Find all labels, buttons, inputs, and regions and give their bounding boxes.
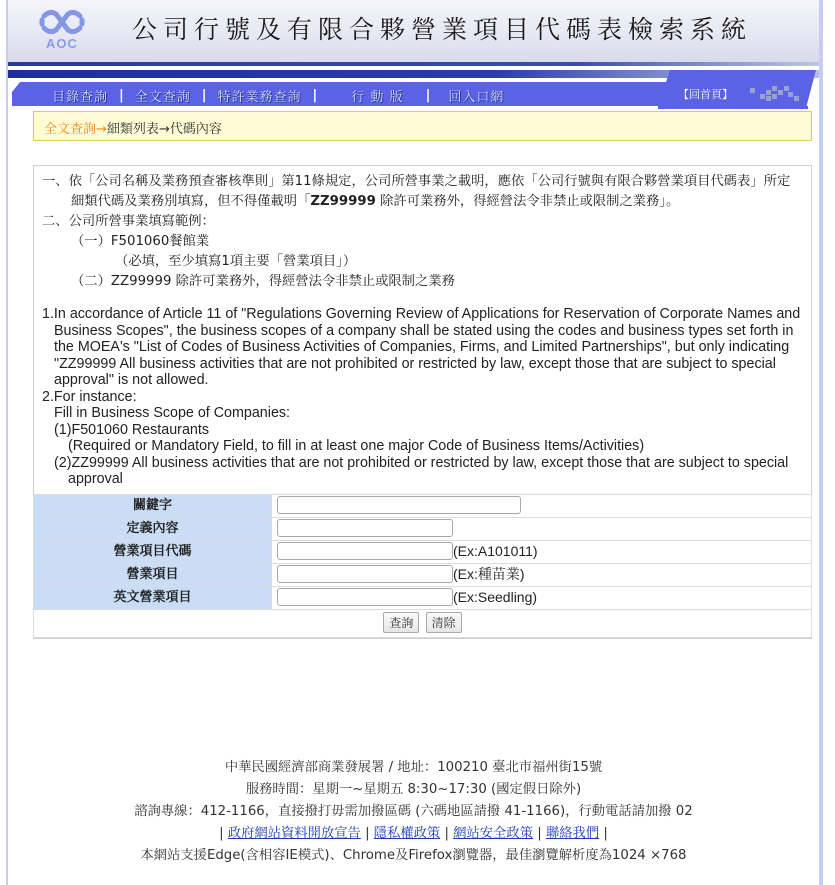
footer-browser-support: 本網站支援Edge(含相容IE模式)、Chrome及Firefox瀏覽器，最佳瀏覽解析度為1024 ×768 bbox=[140, 848, 687, 863]
form-row bbox=[34, 517, 812, 540]
form-row bbox=[34, 540, 812, 563]
example-1: （一）F501060餐館業 bbox=[71, 234, 210, 249]
en-example-1: (1)F501060 Restaurants bbox=[54, 421, 209, 438]
breadcrumb-arrow: → bbox=[158, 122, 170, 137]
english-business-item-hint: (Ex:Seedling) bbox=[453, 589, 538, 606]
nav-item-catalog-search[interactable]: 目錄查詢 bbox=[52, 89, 109, 105]
nav-separator: | bbox=[119, 87, 124, 103]
site-header bbox=[8, 0, 819, 62]
business-code-input[interactable] bbox=[277, 542, 453, 560]
clear-button[interactable]: 清除 bbox=[426, 612, 462, 633]
note-item-2: 二、公司所營事業填寫範例： bbox=[42, 214, 215, 229]
nav-separator: | bbox=[425, 87, 431, 103]
en-example-1-note: (Required or Mandatory Field, to fill in at least one major Code of Business Items/Activities) bbox=[68, 438, 645, 454]
form-row bbox=[34, 563, 812, 586]
business-code-hint: (Ex:A101011) bbox=[453, 543, 538, 560]
header-stripe bbox=[8, 62, 819, 66]
notes-english bbox=[42, 306, 803, 488]
nav-separator: | bbox=[312, 87, 318, 103]
english-business-item-input[interactable] bbox=[277, 588, 453, 606]
footer-address: 中華民國經濟部商業發展署 / 地址：100210 臺北市福州街15號 bbox=[224, 760, 603, 775]
en-note-item-2: 2.For instance: bbox=[42, 388, 137, 405]
definition-label: 定義內容 bbox=[34, 517, 272, 540]
content-box bbox=[33, 165, 812, 639]
breadcrumb-arrow: → bbox=[96, 122, 107, 137]
example-2: （二）ZZ99999 除許可業務外，得經營法令非禁止或限制之業務 bbox=[71, 274, 455, 289]
footer-links: | 政府網站資料開放宣告 | 隱私權政策 | 網站安全政策 | 聯絡我們 | bbox=[219, 826, 608, 841]
nav-item-portal[interactable]: 回入口網 bbox=[448, 89, 505, 105]
search-form bbox=[33, 494, 812, 638]
open-data-declaration-link[interactable]: 政府網站資料開放宣告 bbox=[227, 826, 361, 841]
form-actions-row bbox=[34, 609, 812, 637]
nav-underline bbox=[658, 106, 808, 109]
breadcrumb-item-list: 細類列表 bbox=[106, 122, 159, 137]
business-item-input[interactable] bbox=[277, 565, 453, 583]
note-item-1: 一、依「公司名稱及業務預查審核準則」第11條規定，公司所營事業之載明，應依「公司行號與有限合夥營業項目代碼表」所定細類代碼及業務別填寫，但不得僅載明「ZZ99999 除許可業務外，得經營法令非禁止或限制之業務」。 bbox=[42, 174, 791, 209]
breadcrumb bbox=[33, 111, 812, 141]
footer-hotline: 諮詢專線：412-1166，直接撥打毋需加撥區碼 (六碼地區請撥 41-1166)，行動電話請加撥 02 bbox=[134, 804, 693, 819]
page-frame bbox=[6, 0, 823, 885]
infinity-logo-icon bbox=[38, 8, 86, 36]
security-policy-link[interactable]: 網站安全政策 bbox=[453, 826, 533, 841]
english-business-item-label: 英文營業項目 bbox=[34, 586, 272, 609]
site-title: 公司行號及有限合夥營業項目代碼表檢索系統 bbox=[132, 15, 753, 44]
form-row bbox=[34, 586, 812, 609]
en-note-item-1: 1.In accordance of Article 11 of "Regulations Governing Review of Applications for Reservation of Corporate Names and Business Scopes", the business scopes of a company shall be stated using the codes and business types set forth in the MOEA's "List of Codes of Business Activities of Companies, Firms, and Limited Partnerships", but only indicating "ZZ99999 All business activities that are not prohibited or restricted by law, except those that are subject to special approval" is not allowed. bbox=[42, 306, 801, 388]
en-example-2: (2)ZZ99999 All business activities that are not prohibited or restricted by law, except those that are subject to special approval bbox=[54, 454, 789, 487]
contact-us-link[interactable]: 聯絡我們 bbox=[545, 826, 600, 841]
business-item-label: 營業項目 bbox=[34, 563, 272, 586]
pixel-decoration-icon bbox=[750, 84, 800, 102]
keyword-label: 關鍵字 bbox=[34, 494, 272, 517]
en-fill-in: Fill in Business Scope of Companies: bbox=[54, 405, 291, 421]
search-button[interactable]: 查詢 bbox=[383, 612, 419, 633]
home-link[interactable]: 【回首頁】 bbox=[678, 88, 733, 101]
breadcrumb-current: 代碼內容 bbox=[169, 122, 222, 137]
logo-text: AOC bbox=[46, 36, 78, 51]
business-item-hint: (Ex:種苗業) bbox=[453, 566, 525, 583]
notes-chinese bbox=[42, 172, 803, 292]
keyword-input[interactable] bbox=[277, 496, 521, 514]
business-code-label: 營業項目代碼 bbox=[34, 540, 272, 563]
nav-items bbox=[52, 85, 504, 105]
form-row bbox=[34, 494, 812, 517]
example-1-note: （必填，至少填寫1項主要「營業項目」） bbox=[115, 254, 357, 269]
definition-input[interactable] bbox=[277, 519, 453, 537]
footer bbox=[8, 757, 819, 867]
footer-service-hours: 服務時間：星期一~星期五 8:30~17:30 (國定假日除外) bbox=[245, 782, 582, 797]
nav-separator: | bbox=[201, 87, 207, 103]
nav-item-licensed-business-search[interactable]: 特許業務查詢 bbox=[217, 89, 302, 105]
breadcrumb-fulltext-link[interactable]: 全文查詢 bbox=[44, 122, 97, 137]
nav-item-mobile-version[interactable]: 行 動 版 bbox=[351, 89, 404, 105]
nav-item-fulltext-search[interactable]: 全文查詢 bbox=[134, 89, 191, 105]
aoc-logo[interactable] bbox=[38, 8, 86, 54]
privacy-policy-link[interactable]: 隱私權政策 bbox=[373, 826, 441, 841]
